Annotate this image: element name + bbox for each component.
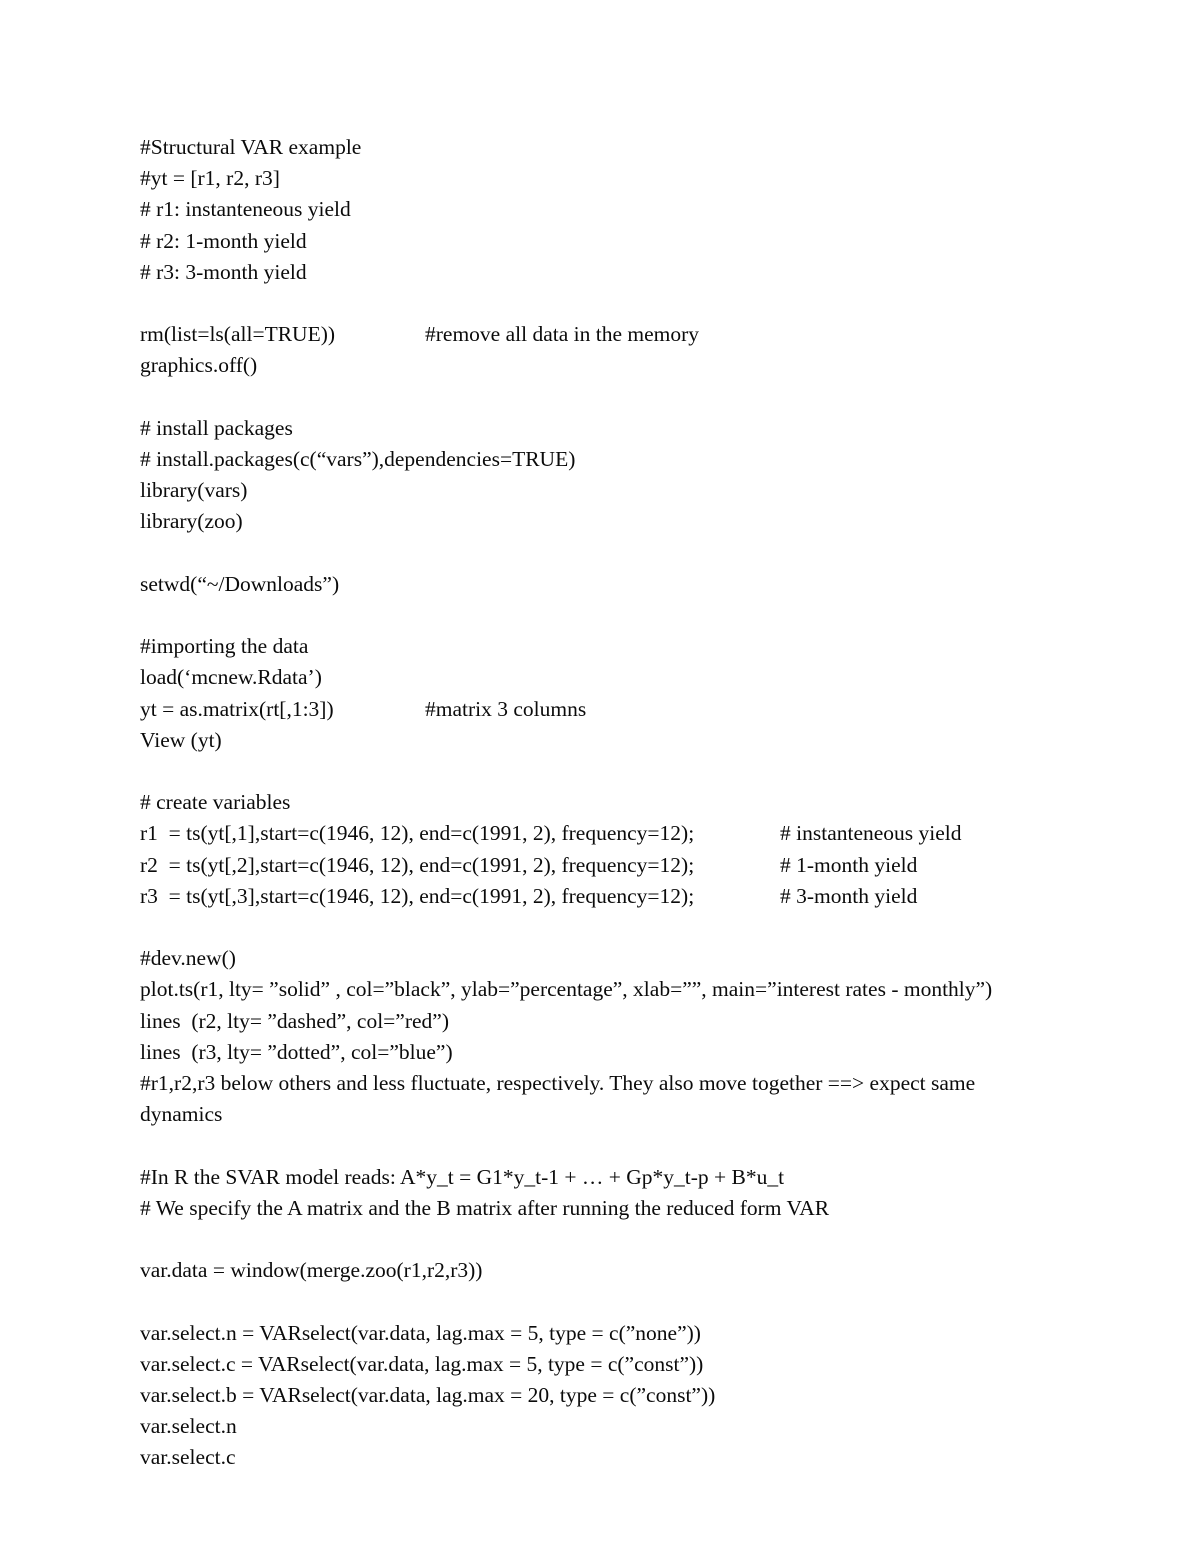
code-line: graphics.off() — [140, 353, 258, 378]
code-line: #importing the data — [140, 634, 309, 659]
code-listing — [140, 132, 1060, 1474]
code-line: View (yt) — [140, 727, 222, 752]
code-line: # r3: 3-month yield — [140, 259, 307, 284]
code-comment: # instanteneous yield — [780, 821, 962, 846]
code-line: var.select.n = VARselect(var.data, lag.max = 5, type = c(”none”)) — [140, 1320, 701, 1345]
code-line: #Structural VAR example — [140, 135, 362, 159]
code-line: # create variables — [140, 790, 291, 815]
code-statement: r2 = ts(yt[,2],start=c(1946, 12), end=c(1991, 2), frequency=12); — [140, 852, 695, 877]
code-line: var.select.c — [140, 1445, 236, 1470]
code-line-blank — [140, 288, 1060, 319]
code-comment: # 3-month yield — [780, 883, 918, 908]
code-line: #r1,r2,r3 below others and less fluctuate, respectively. They also move together ==> expect same dynamics — [140, 1071, 981, 1127]
code-line: # install.packages(c(“vars”),dependencies=TRUE) — [140, 447, 576, 471]
code-line: var.select.n — [140, 1414, 237, 1439]
code-line: library(vars) — [140, 478, 248, 503]
code-line: #dev.new() — [140, 946, 236, 971]
code-statement: r3 = ts(yt[,3],start=c(1946, 12), end=c(1991, 2), frequency=12); — [140, 883, 695, 908]
code-line-blank — [140, 1224, 1060, 1255]
code-line: var.select.c = VARselect(var.data, lag.max = 5, type = c(”const”)) — [140, 1351, 704, 1376]
code-line: # r2: 1-month yield — [140, 228, 307, 253]
code-line: plot.ts(r1, lty= ”solid” , col=”black”, ylab=”percentage”, xlab=””, main=”interest rates - monthly”) — [140, 977, 993, 1002]
code-line: setwd(“~/Downloads”) — [140, 571, 340, 596]
code-line-blank — [140, 912, 1060, 943]
code-line-blank — [140, 1130, 1060, 1161]
code-line — [140, 319, 1060, 350]
code-line: var.select.b = VARselect(var.data, lag.max = 20, type = c(”const”)) — [140, 1382, 716, 1407]
code-line: # install packages — [140, 415, 293, 440]
code-comment: #remove all data in the memory — [425, 322, 700, 347]
code-line: # We specify the A matrix and the B matrix after running the reduced form VAR — [140, 1195, 830, 1220]
code-line — [140, 818, 1060, 849]
code-line: var.data = window(merge.zoo(r1,r2,r3)) — [140, 1258, 483, 1283]
code-line — [140, 694, 1060, 725]
code-statement: rm(list=ls(all=TRUE)) — [140, 322, 336, 347]
code-line — [140, 881, 1060, 912]
code-line-blank — [140, 538, 1060, 569]
code-line: lines (r2, lty= ”dashed”, col=”red”) — [140, 1008, 449, 1033]
code-line: lines (r3, lty= ”dotted”, col=”blue”) — [140, 1039, 453, 1064]
code-line-blank — [140, 600, 1060, 631]
code-line-blank — [140, 756, 1060, 787]
code-line: load(‘mcnew.Rdata’) — [140, 665, 322, 690]
code-line: # r1: instanteneous yield — [140, 197, 351, 222]
code-line: #yt = [r1, r2, r3] — [140, 166, 280, 191]
code-line: #In R the SVAR model reads: A*y_t = G1*y_t-1 + … + Gp*y_t-p + B*u_t — [140, 1164, 785, 1189]
code-line-blank — [140, 382, 1060, 413]
code-statement: r1 = ts(yt[,1],start=c(1946, 12), end=c(1991, 2), frequency=12); — [140, 821, 695, 846]
code-statement: yt = as.matrix(rt[,1:3]) — [140, 696, 334, 721]
code-line: library(zoo) — [140, 509, 243, 534]
code-line — [140, 850, 1060, 881]
code-comment: #matrix 3 columns — [425, 696, 587, 721]
code-comment: # 1-month yield — [780, 852, 918, 877]
code-line-blank — [140, 1286, 1060, 1317]
